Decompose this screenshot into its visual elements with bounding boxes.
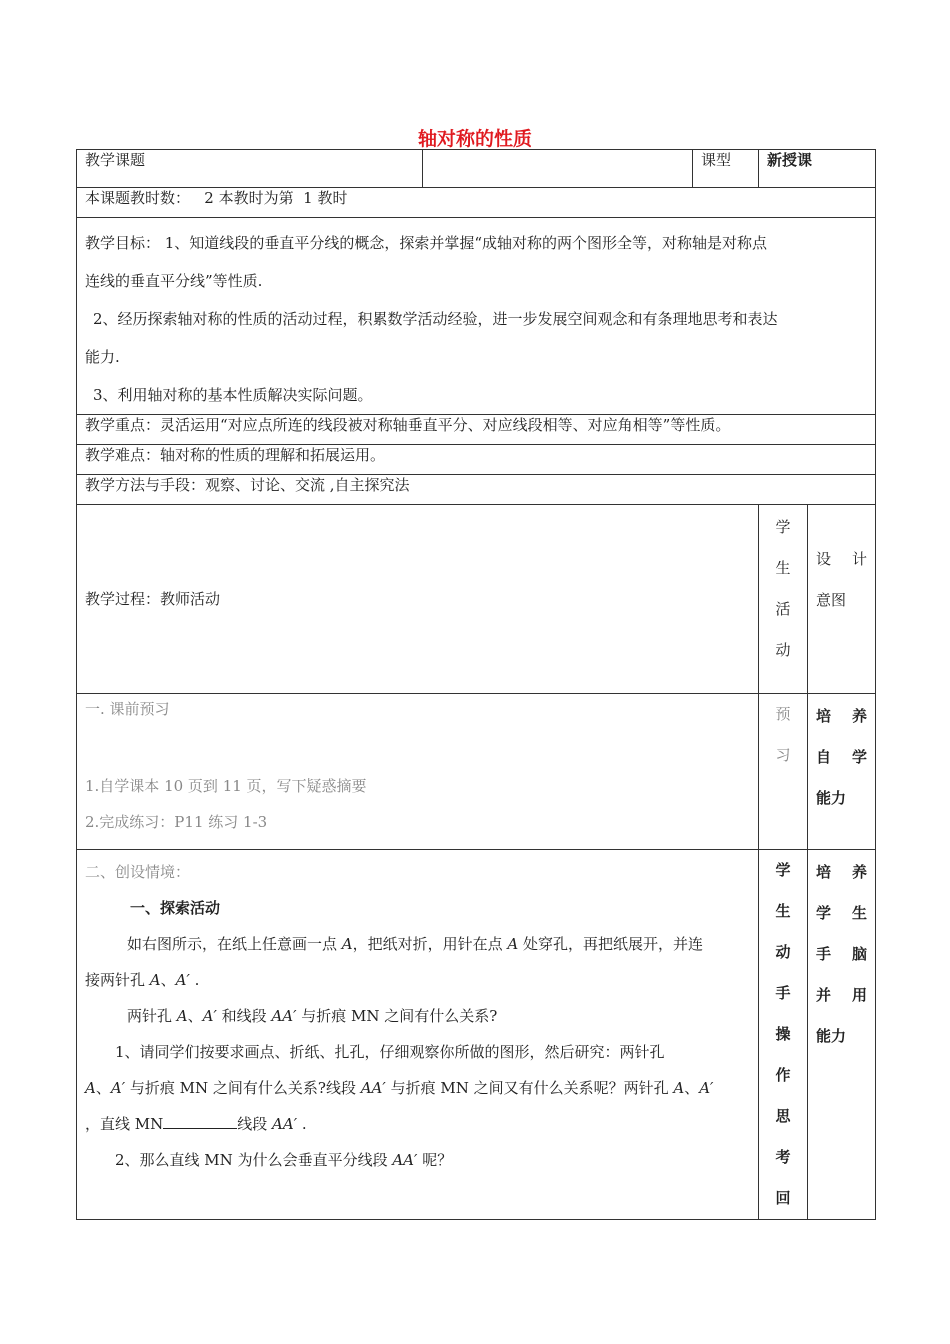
- goal-line-4: 能力.: [85, 348, 120, 366]
- scenario-step-1-cont: A、A′ 与折痕 MN 之间有什么关系?线段 AA′ 与折痕 MN 之间又有什么关系呢？两针孔 A、A′: [85, 1079, 714, 1097]
- process-header-row: [77, 505, 876, 694]
- goal-line-5: 3、利用轴对称的基本性质解决实际问题。: [93, 386, 373, 404]
- type-label: 课型: [693, 150, 759, 188]
- scenario-step-1: 1、请同学们按要求画点、折纸、扎孔，仔细观察你所做的图形，然后研究：两针孔: [115, 1043, 665, 1061]
- scenario-row: [77, 850, 876, 1220]
- student-activity-label: 学 生 活 动: [759, 505, 808, 694]
- teacher-activity-label: 教学过程：教师活动: [77, 505, 759, 694]
- scenario-student-activity: 学 生 动 手 操 作 思 考 回: [759, 850, 808, 1220]
- difficulty-row: [77, 445, 876, 475]
- scenario-step-2: 2、那么直线 MN 为什么会垂直平分线段 AA′ 呢？: [115, 1151, 453, 1169]
- scenario-heading: 二、创设情境：: [85, 863, 191, 881]
- hours-row: [77, 188, 876, 218]
- methods-text: 教学方法与手段：观察、讨论、交流 ,自主探究法: [77, 475, 876, 505]
- preview-intent: 培 养 自 学 能力: [808, 694, 876, 850]
- scenario-subheading: 一、探索活动: [130, 899, 221, 917]
- design-intent-label: 设 计 意图: [808, 505, 876, 694]
- difficulty-text: 教学难点：轴对称的性质的理解和拓展运用。: [77, 445, 876, 475]
- scenario-paragraph-2: 接两针孔 A、A′ .: [85, 971, 200, 989]
- scenario-cell: [77, 850, 759, 1220]
- methods-row: [77, 475, 876, 505]
- scenario-question-1: 两针孔 A、A′ 和线段 AA′ 与折痕 MN 之间有什么关系?: [127, 1007, 498, 1025]
- subject-value[interactable]: [423, 150, 693, 188]
- key-point-row: [77, 415, 876, 445]
- preview-item-2: 2.完成练习：P11 练习 1-3: [85, 813, 268, 831]
- preview-student-activity: 预 习: [759, 694, 808, 850]
- type-value: 新授课: [759, 150, 876, 188]
- preview-cell: [77, 694, 759, 850]
- header-row: [77, 150, 876, 188]
- subject-label: 教学课题: [77, 150, 423, 188]
- hours-text: 本课题教时数： 2 本教时为第 1 教时: [77, 188, 876, 218]
- preview-row: [77, 694, 876, 850]
- preview-heading: 一. 课前预习: [85, 700, 170, 718]
- goals-row: [77, 218, 876, 415]
- scenario-intent: 培 养 学 生 手 脑 并 用 能力: [808, 850, 876, 1220]
- lesson-plan-table: [76, 149, 876, 1220]
- key-point-text: 教学重点：灵活运用“对应点所连的线段被对称轴垂直平分、对应线段相等、对应角相等”等性质。: [77, 415, 876, 445]
- scenario-paragraph-1: 如右图所示，在纸上任意画一点 A，把纸对折，用针在点 A 处穿孔，再把纸展开，并连: [127, 935, 704, 953]
- preview-item-1: 1.自学课本 10 页到 11 页，写下疑惑摘要: [85, 777, 367, 795]
- answer-blank[interactable]: [163, 1114, 237, 1129]
- goals-cell: [77, 218, 876, 415]
- scenario-step-1-fill: ，直线 MN 线段 AA′ .: [85, 1115, 307, 1133]
- goal-line-3: 2、经历探索轴对称的性质的活动过程，积累数学活动经验，进一步发展空间观念和有条理地思考和表达: [93, 310, 778, 328]
- goal-line-2: 连线的垂直平分线”等性质.: [85, 272, 263, 290]
- goal-line-1: 教学目标： 1、知道线段的垂直平分线的概念，探索并掌握“成轴对称的两个图形全等，对称轴是对称点: [85, 234, 767, 252]
- page-title: 轴对称的性质: [417, 128, 532, 150]
